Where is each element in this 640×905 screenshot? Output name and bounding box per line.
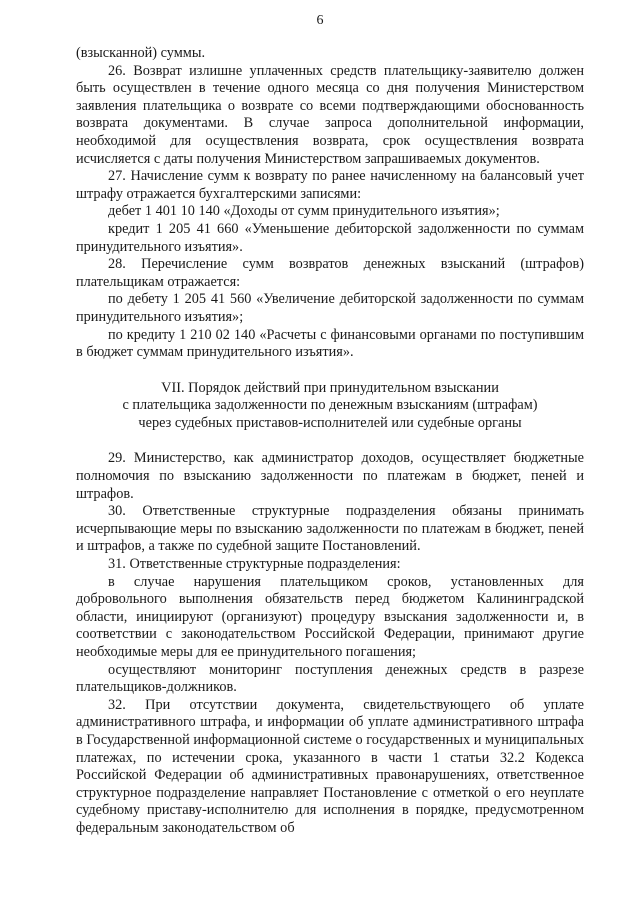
paragraph-32: 32. При отсутствии документа, свидетельствующего об уплате административного штрафа, и информации об уплате административного штрафа в Государственной информационной системе о государственных и муниципальных платежах, по истечении срока, указанного в части 1 статьи 32.2 Кодекса Российской Федерации об административных правонарушениях, ответственное структурное подразделение направляет Постановление с отметкой о его неуплате судебному приставу-исполнителю для исполнения в порядке, предусмотренном федеральным законодательством об [76,696,584,836]
paragraph-26: 26. Возврат излишне уплаченных средств плательщику-заявителю должен быть осуществлен в течение одного месяца со дня получения Министерством заявления плательщика о возврате со всеми подтверждающими обоснованность возврата документами. В случае запроса дополнительной информации, необходимой для осуществления возврата, срок осуществления возврата исчисляется с даты получения Министерством запрашиваемых документов. [76,62,584,167]
page-number: 6 [316,13,324,28]
paragraph-28-credit: по кредиту 1 210 02 140 «Расчеты с финансовыми органами по поступившим в бюджет суммам принудительного изъятия». [76,326,584,361]
paragraph-28-debit: по дебету 1 205 41 560 «Увеличение дебиторской задолженности по суммам принудительного изъятия»; [76,291,584,325]
paragraph-27-credit: кредит 1 205 41 660 «Уменьшение дебиторской задолженности по суммам принудительного изъятия». [76,220,584,255]
paragraph-29: 29. Министерство, как администратор доходов, осуществляет бюджетные полномочия по взысканию задолженности по платежам в бюджет, пеней и штрафов. [76,450,584,502]
paragraph-27: 27. Начисление сумм к возврату по ранее начисленному на балансовый учет штрафу отражается бухгалтерскими записями: [76,168,584,202]
paragraph-28: 28. Перечисление сумм возвратов денежных взысканий (штрафов) плательщикам отражается: [76,256,584,290]
paragraph-27-debit: дебет 1 401 10 140 «Доходы от сумм принудительного изъятия»; [108,203,500,220]
paragraph-31-item-1: в случае нарушения плательщиком сроков, установленных для добровольного выполнения обязательств перед бюджетом Калининградской области, инициируют (организуют) процедуру взыскания задолженности и, в соответствии с законодательством Российской Федерации, принимают другие необходимые меры для ее принудительного погашения; [76,573,584,660]
paragraph-continuation: (взысканной) суммы. [76,45,206,61]
section-heading-line-2: с плательщика задолженности по денежным взысканиям (штрафам) [122,397,538,414]
section-heading-line-3: через судебных приставов-исполнителей или судебные органы [138,414,522,431]
paragraph-31: 31. Ответственные структурные подразделения: [108,556,401,573]
document-body [76,45,584,838]
section-heading-line-1: VII. Порядок действий при принудительном взыскании [161,379,499,396]
paragraph-30: 30. Ответственные структурные подразделения обязаны принимать исчерпывающие меры по взысканию задолженности по платежам в бюджет, пеней и штрафов, а также по судебной защите Постановлений. [76,503,584,555]
section-heading [76,380,584,433]
paragraph-31-item-2: осуществляют мониторинг поступления денежных средств в разрезе плательщиков-должников. [76,661,584,696]
